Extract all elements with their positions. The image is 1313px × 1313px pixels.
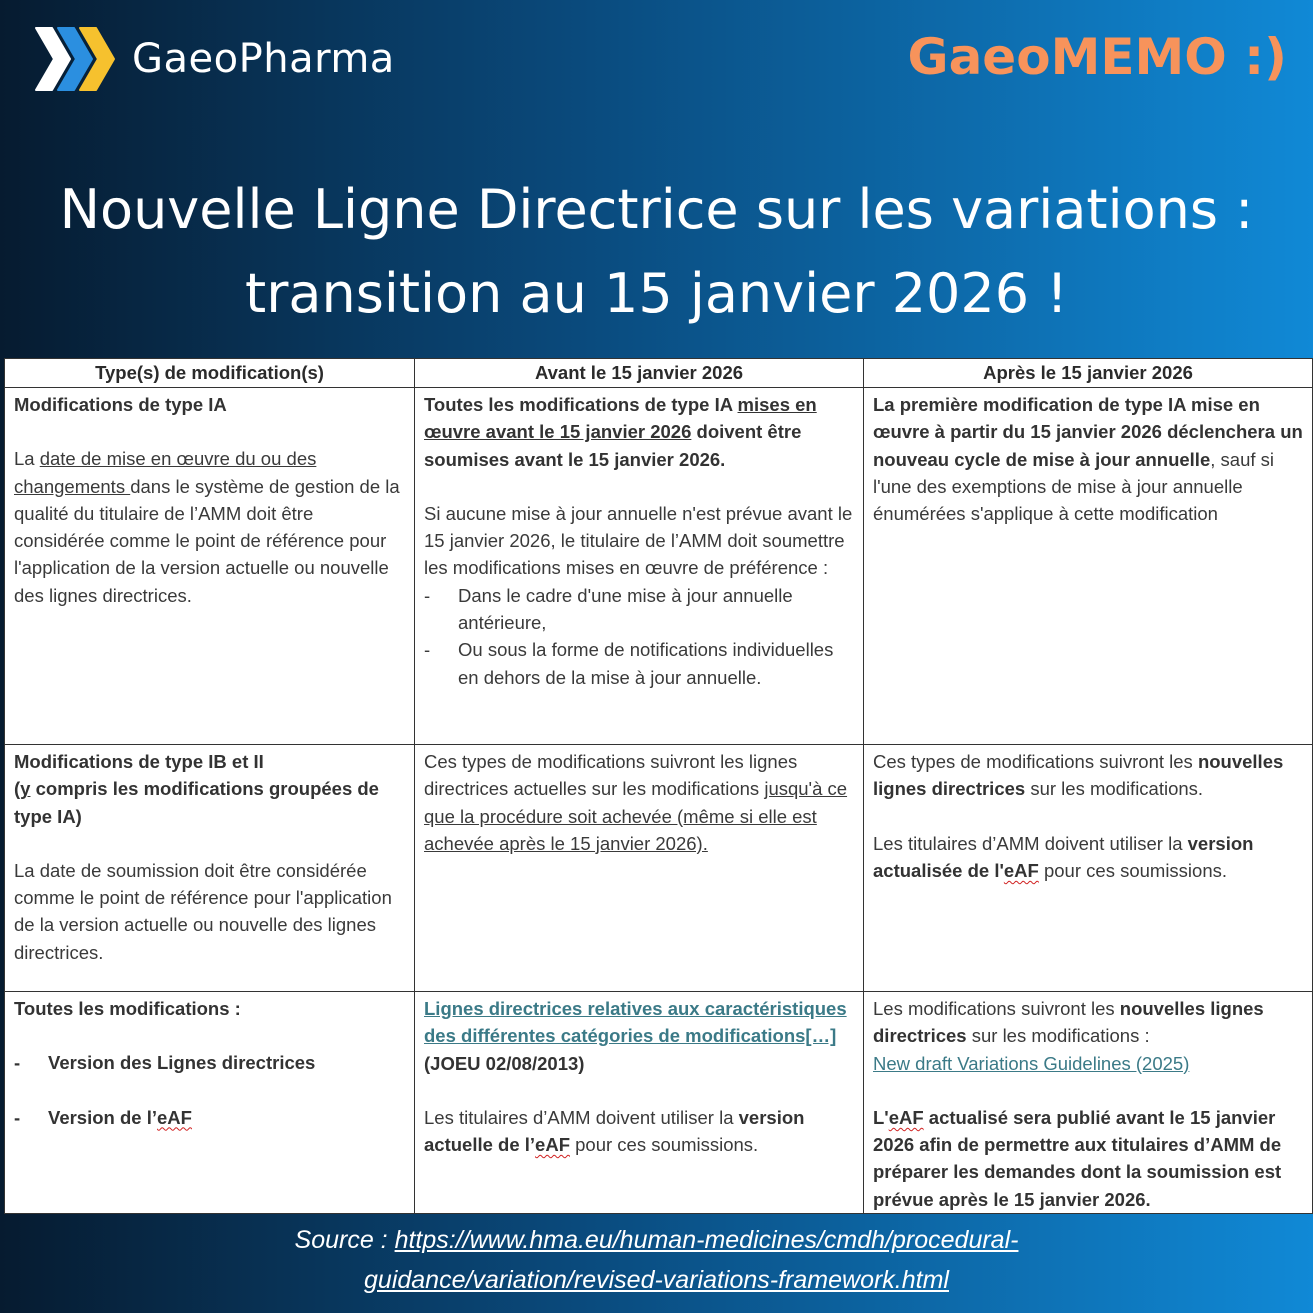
table-row <box>5 992 1313 1214</box>
gaeopharma-logo[interactable] <box>28 22 395 96</box>
row3-type-title: Toutes les modifications : <box>14 998 241 1019</box>
row1-avant-text: Si aucune mise à jour annuelle n'est prévue avant le 15 janvier 2026, le titulaire de l’AMM doit soumettre les modifications mises en œuvre de préférence : <box>424 502 853 579</box>
row1-type-title: Modifications de type IA <box>14 394 227 415</box>
row2-type-text: La date de soumission doit être considérée comme le point de référence pour l'application de la version actuelle ou nouvelle des lignes directrices. <box>14 859 392 963</box>
row1-avant-cell <box>415 388 864 745</box>
row3-avant-cell <box>415 992 864 1214</box>
list-item: - Dans le cadre d'une mise à jour annuelle antérieure, <box>424 584 793 634</box>
row2-avant-text: Ces types de modifications suivront les lignes directrices actuelles sur les modifications jusqu'à ce que la procédure soit achevée (même si elle est achevée après le 15 janvier 2026). <box>424 751 848 854</box>
row1-apres-text: La première modification de type IA mise en œuvre à partir du 15 janvier 2026 déclenchera un nouveau cycle de mise à jour annuelle, sauf si l'une des exemptions de mise à jour annuelle énumérées s'applique à cette modification <box>873 394 1303 525</box>
row1-type-cell <box>5 388 415 745</box>
new-guidelines-link[interactable]: New draft Variations Guidelines (2025) <box>873 1052 1190 1074</box>
header-type: Type(s) de modification(s) <box>5 359 415 388</box>
guidelines-link[interactable]: Lignes directrices relatives aux caractéristiques des différentes catégories de modifications[…] <box>424 998 847 1047</box>
row2-apres-cell <box>864 745 1313 992</box>
brand-name: GaeoPharma <box>132 36 395 82</box>
title-line-1: Nouvelle Ligne Directrice sur les variations : <box>59 178 1254 241</box>
list-item: - Ou sous la forme de notifications individuelles en dehors de la mise à jour annuelle. <box>424 639 834 688</box>
row2-avant-cell <box>415 745 864 992</box>
source-label: Source : <box>294 1226 395 1254</box>
row2-type-cell <box>5 745 415 992</box>
chevrons-logo-icon <box>28 22 120 96</box>
header-apres: Après le 15 janvier 2026 <box>864 359 1313 388</box>
row1-apres-cell <box>864 388 1313 745</box>
header-avant: Avant le 15 janvier 2026 <box>415 359 864 388</box>
row1-type-text: La date de mise en œuvre du ou des changements dans le système de gestion de la qualité du titulaire de l’AMM doit être considérée comme le point de référence pour l'application de la version actuelle ou nouvelle des lignes directrices. <box>14 448 400 606</box>
page-title <box>0 168 1313 336</box>
row3-type-cell <box>5 992 415 1214</box>
transition-table <box>4 358 1312 1211</box>
row3-avant-ref: Lignes directrices relatives aux caractéristiques des différentes catégories de modifications[…] (JOEU 02/08/2013) <box>424 998 847 1074</box>
header <box>0 0 1313 355</box>
list-item: - Version de l’eAF <box>14 1106 192 1128</box>
row2-type-title: Modifications de type IB et II <box>14 751 264 772</box>
table-row <box>5 388 1313 745</box>
source-link-line-2[interactable]: guidance/variation/revised-variations-framework.html <box>364 1266 949 1294</box>
table-row <box>5 745 1313 992</box>
row2-apres-text-2: Les titulaires d’AMM doivent utiliser la version actualisée de l'eAF pour ces soumissions. <box>873 832 1254 881</box>
row2-type-subtitle: (y compris les modifications groupées de type IA) <box>14 778 379 827</box>
row3-avant-text: Les titulaires d’AMM doivent utiliser la version actuelle de l’eAF pour ces soumissions. <box>424 1106 805 1156</box>
row3-apres-eaf-text: L'eAF actualisé sera publié avant le 15 janvier 2026 afin de permettre aux titulaires d’AMM de préparer les demandes dont la soumission est prévue après le 15 janvier 2026. <box>873 1106 1282 1210</box>
row2-apres-text-1: Ces types de modifications suivront les nouvelles lignes directrices sur les modifications. <box>873 751 1284 800</box>
source-link-line-1[interactable]: https://www.hma.eu/human-medicines/cmdh/procedural- <box>394 1226 1019 1254</box>
memo-tag: GaeoMEMO :) <box>907 28 1287 86</box>
row3-apres-text: Les modifications suivront les nouvelles lignes directrices sur les modifications : <box>873 998 1264 1047</box>
row3-apres-cell <box>864 992 1313 1214</box>
row1-avant-bold: Toutes les modifications de type IA mises en œuvre avant le 15 janvier 2026 doivent être soumises avant le 15 janvier 2026. <box>424 394 817 470</box>
source-footer <box>0 1220 1313 1300</box>
title-line-2: transition au 15 janvier 2026 ! <box>245 262 1068 325</box>
list-item: - Version des Lignes directrices <box>14 1052 316 1074</box>
